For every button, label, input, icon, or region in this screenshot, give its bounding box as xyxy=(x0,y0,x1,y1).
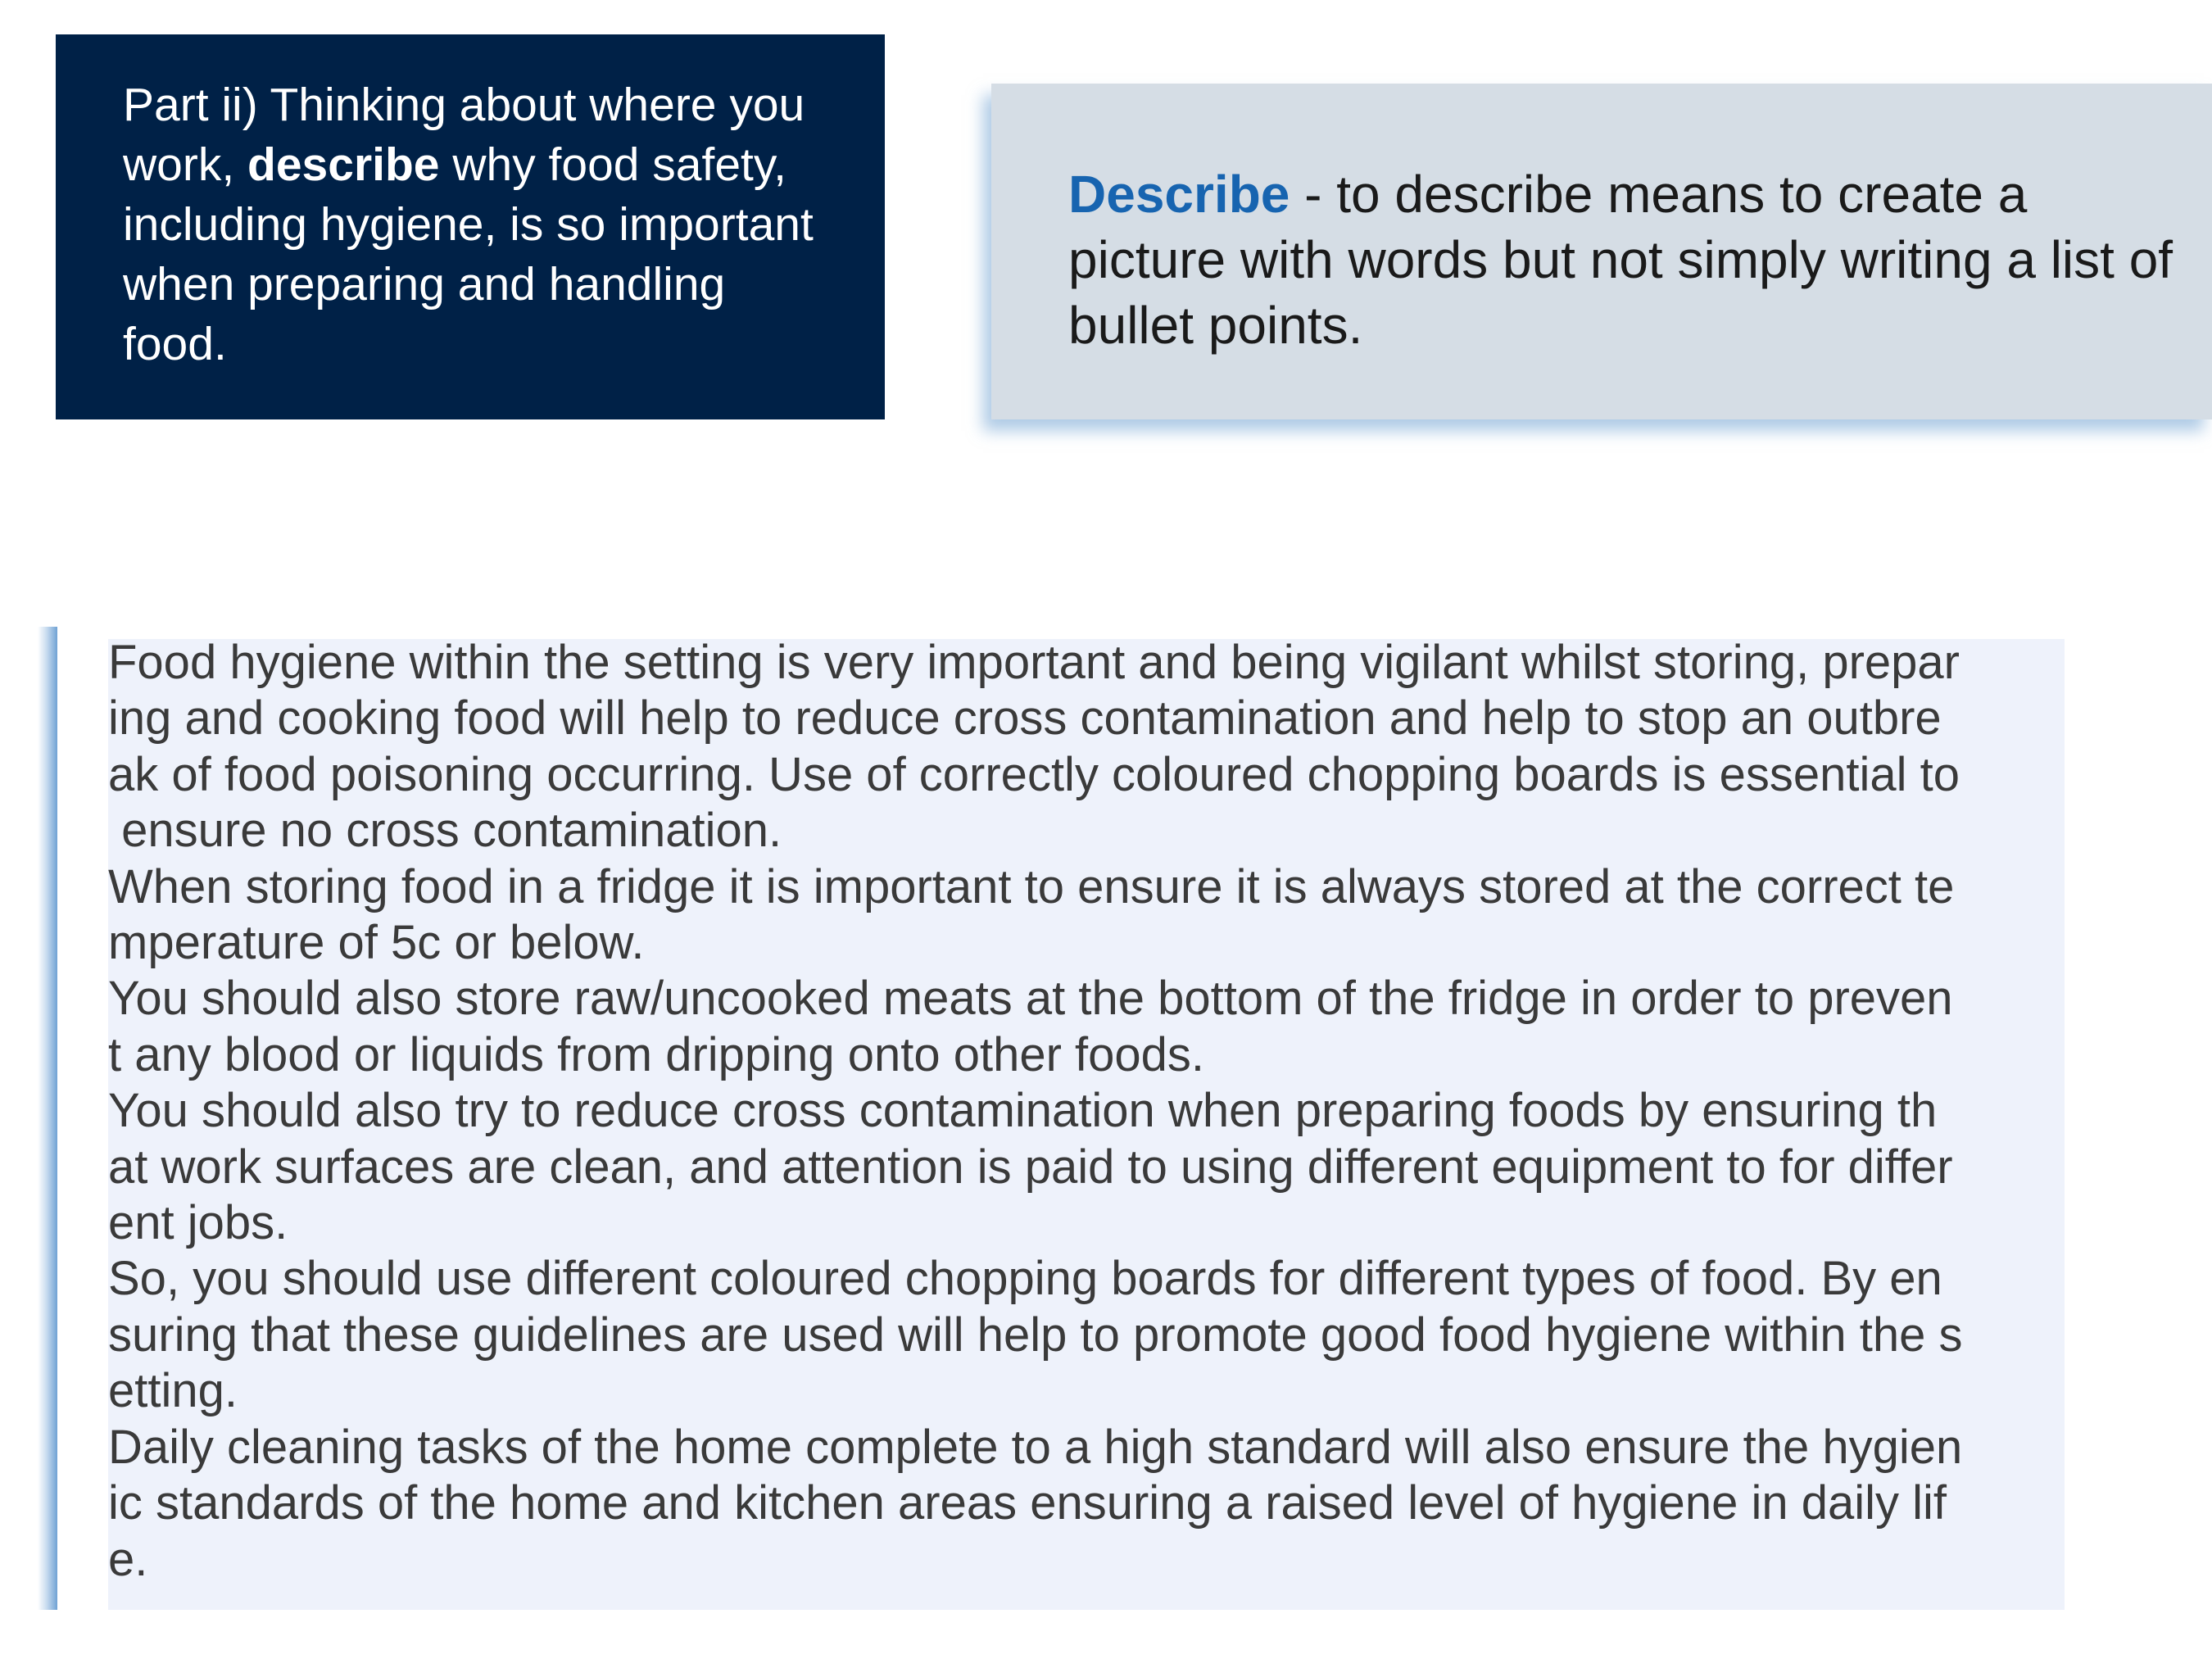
answer-line: etting. xyxy=(108,1364,238,1418)
answer-line: ic standards of the home and kitchen areas ensuring a raised level of hygiene in daily lif xyxy=(108,1476,1947,1530)
definition-text xyxy=(1068,161,2179,358)
definition-term: Describe xyxy=(1068,165,1290,224)
question-text xyxy=(123,75,836,374)
answer-line: mperature of 5c or below. xyxy=(108,916,645,970)
answer-line: ent jobs. xyxy=(108,1196,288,1250)
answer-line: When storing food in a fridge it is important to ensure it is always stored at the correct te xyxy=(108,859,1955,913)
answer-line: at work surfaces are clean, and attention is paid to using different equipment to for differ xyxy=(108,1140,1953,1194)
answer-line: suring that these guidelines are used will help to promote good food hygiene within the s xyxy=(108,1308,1963,1362)
question-prefix: Part ii) Thinking about where you work, xyxy=(123,79,805,191)
answer-line: Food hygiene within the setting is very important and being vigilant whilst storing, prepar xyxy=(108,636,1960,689)
answer-line: So, you should use different coloured chopping boards for different types of food. By en xyxy=(108,1252,1942,1306)
question-suffix: why food safety, including hygiene, is so important when preparing and handling food. xyxy=(123,138,814,370)
answer-text[interactable] xyxy=(108,635,2074,1588)
answer-line: t any blood or liquids from dripping onto other foods. xyxy=(108,1027,1205,1081)
question-box xyxy=(56,34,885,419)
answer-line: Daily cleaning tasks of the home complete to a high standard will also ensure the hygien xyxy=(108,1420,1963,1474)
answer-line: You should also store raw/uncooked meats at the bottom of the fridge in order to preven xyxy=(108,972,1953,1026)
question-keyword: describe xyxy=(247,138,440,191)
definition-body: - to describe means to create a picture with words but not simply writing a list of bullet points. xyxy=(1068,165,2173,355)
answer-line: ing and cooking food will help to reduce cross contamination and help to stop an outbre xyxy=(108,691,1942,746)
definition-box xyxy=(991,84,2212,419)
answer-line: You should also try to reduce cross contamination when preparing foods by ensuring th xyxy=(108,1084,1938,1138)
answer-line: ensure no cross contamination. xyxy=(108,804,782,858)
answer-line: ak of food poisoning occurring. Use of correctly coloured chopping boards is essential to xyxy=(108,747,1960,801)
answer-accent-bar xyxy=(38,627,57,1610)
answer-line: e. xyxy=(108,1532,148,1586)
